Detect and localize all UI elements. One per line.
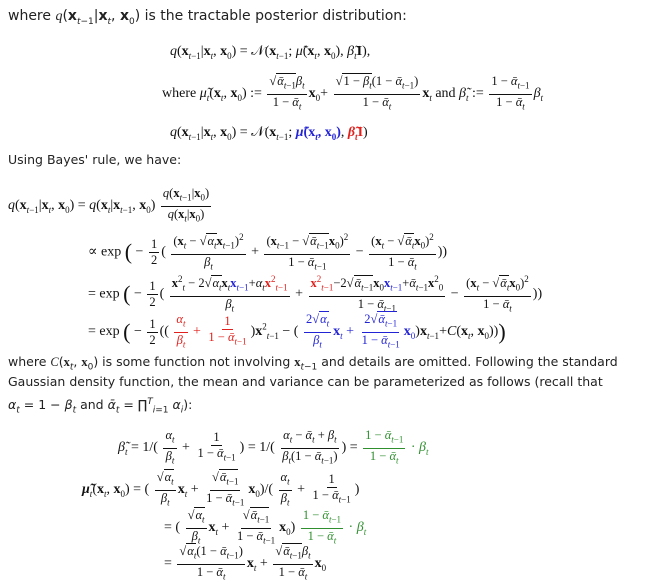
posterior-definition-equation: $q(x_{t-1}|x_t$, $x_0$) = $𝒩(x_{t-1}$; $\mũ(x_t$, $x_0$), $\betã_tI$), <box>170 44 371 61</box>
c-explanation-line-3: $\alpha_t = 1 - \beta_t$ and ᾱ$_t$ = ∏$^T_{i=1}$ $\alpha_i$): <box>8 397 193 416</box>
mu-tilde-equation-3: = $\frac{√\alpha_t(1 - ᾱ_{t-1})}{1 - ᾱ_t}$ $x_t$ + $\frac{√ᾱ_{t-1}\beta_t}{1 - ᾱ_t}$ $x_0$ <box>164 544 327 581</box>
bayes-line-2: ∝ exp ( − $\frac{1}{2}$ ( $\frac{(x_t - √\alpha_tx_{t-1})^2}{\beta_t}$ + $\frac{(x_{t-1} - √ᾱ_{t-1}x_0)^2}{1 - ᾱ_{t-1}}$ − $\frac{(x_t - √ᾱ_tx_0)^2}{1 - ᾱ_t}$ )) <box>88 232 448 272</box>
c-explanation-line-2: Gaussian density function, the mean and variance can be parameterized as follows (recall that <box>8 374 603 389</box>
bayes-line-3: = exp ( − $\frac{1}{2}$ ( $\frac{x^2_t - 2√\alpha_tx_tx_{t-1}+\alpha_tx^2_{t-1}}{\beta_t}$ + $\frac{x^2_{t-1}-2√ᾱ_{t-1}x_0x_{t-1}+ᾱ_{t-1}x^2_0}{1 - ᾱ_{t-1}}$ − $\frac{(x_t - √ᾱ_tx_0)^2}{1 - ᾱ_t}$ )) <box>88 274 543 314</box>
bayes-line-4: = exp ( − $\frac{1}{2}$ (( $\frac{\alpha_t}{\beta_t}$ + $\frac{1}{1 - ᾱ_{t-1}}$ )$x^2_{t-1}$ − ( $\frac{2√\alpha_t}{\beta_t}$ $x_t$ + $\frac{2√ᾱ_{t-1}}{1 - ᾱ_{t-1}}$ $x_0)x_{t-1}+C(x_t$, $x_0$))) <box>88 312 506 349</box>
mu-tilde-equation-1: $\mũ_t(x_t$, $x_0$) = ( $\frac{√\alpha_t}{\beta_t}$ $x_t$ + $\frac{√ᾱ_{t-1}}{1 - ᾱ_{t-1}}$ $x_0)/$( $\frac{\alpha_t}{\beta_t}$ + $\frac{1}{1 - ᾱ_{t-1}}$ ) <box>82 470 360 507</box>
bayes-intro: Using Bayes' rule, we have: <box>8 152 182 167</box>
mu-tilde-equation-2: = ( $\frac{√\alpha_t}{\beta_t}$ $x_t$ + $\frac{√ᾱ_{t-1}}{1 - ᾱ_{t-1}}$ $x_0$) $\frac{1 - ᾱ_{t-1}}{1 - ᾱ_t}$ · $\beta_t$ <box>164 508 367 545</box>
c-explanation-line-1: where $C(x_t$, $x_0$) is some function not involving $x_{t-1}$ and details are omitted. Following the standard <box>8 354 618 373</box>
bayes-line-1: $q(x_{t-1}|x_t$, $x_0) = q(x_t|x_{t-1}$, $x_0$) $\frac{q(x_{t-1}|x_0)}{q(x_t|x_0)}$ <box>8 186 210 223</box>
beta-tilde-equation: $\betã_t = 1/$( $\frac{\alpha_t}{\beta_t}$ + $\frac{1}{1 - ᾱ_{t-1}}$ ) = 1/( $\frac{\alpha_t - ᾱ_t + \beta_t}{\beta_t(1 - ᾱ_{t-1})}$ ) = $\frac{1 - ᾱ_{t-1}}{1 - ᾱ_t}$ · $\beta_t$ <box>118 428 429 465</box>
posterior-intro: where $q(x_{t-1}|x_t$, $x_0$) is the tractable posterior distribution: <box>8 8 407 27</box>
mu-beta-definition-equation: where $\mũ_t(x_t$, $x_0$) := $\frac{√ᾱ_{t-1}\beta_t}{1 - ᾱ_t}$ $x_0+$ $\frac{√1 - \beta_t(1 - ᾱ_{t-1})}{1 - ᾱ_t}$ $x_t$ and $\betã_t$ := $\frac{1 - ᾱ_{t-1}}{1 - ᾱ_t}$ $\beta_t$ <box>162 74 544 111</box>
posterior-colored-equation: $q(x_{t-1}|x_t$, $x_0$) = $𝒩(x_{t-1}$; $\mũ(x_t$, $x_0$), $\betã_tI$) <box>170 125 368 142</box>
